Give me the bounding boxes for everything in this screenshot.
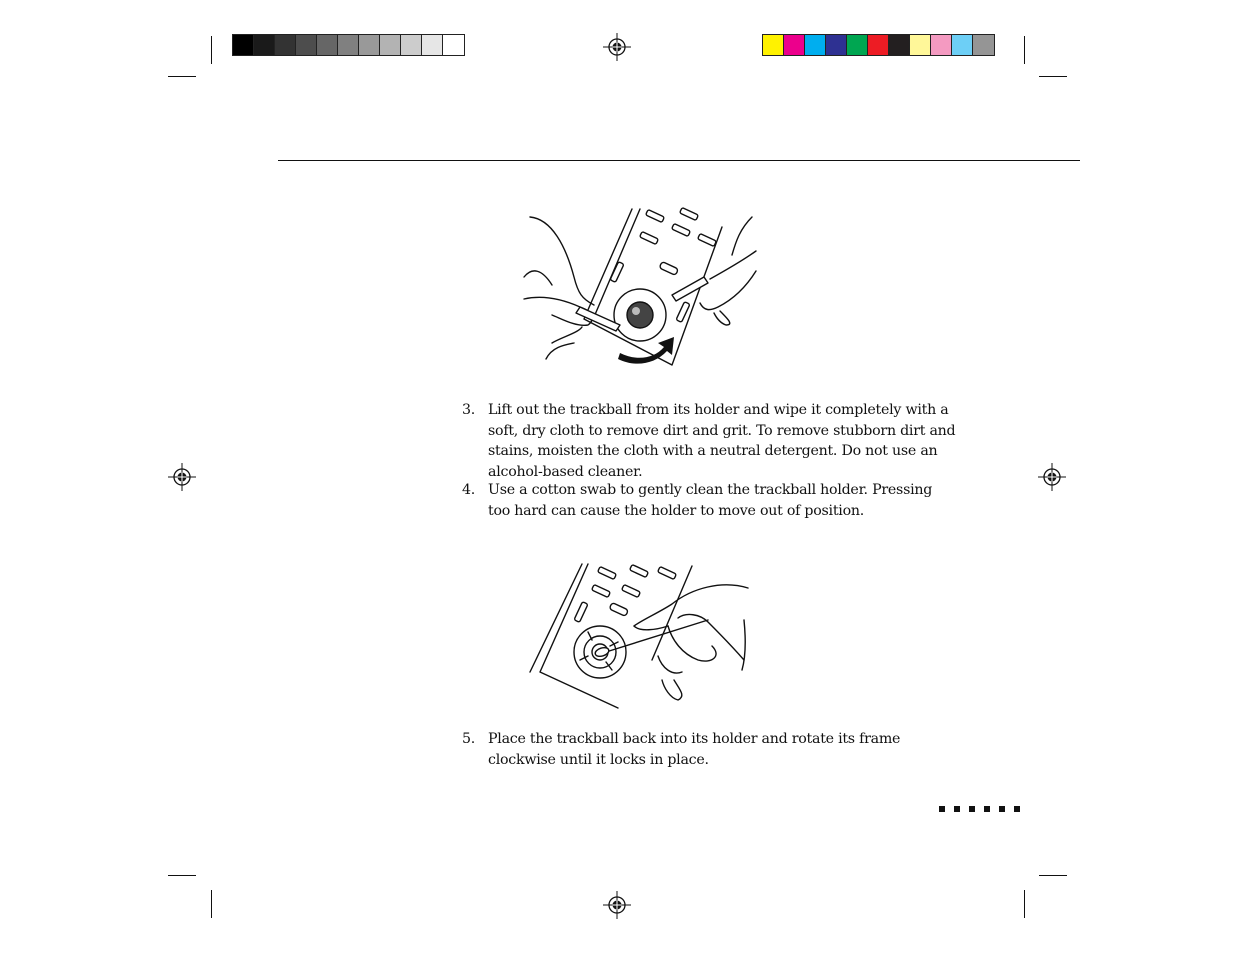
step-number: 4. bbox=[462, 482, 476, 498]
color-swatch bbox=[422, 35, 443, 55]
color-swatch bbox=[931, 35, 952, 55]
color-swatch bbox=[443, 35, 464, 55]
crop-mark bbox=[211, 36, 212, 64]
crop-mark bbox=[168, 875, 196, 876]
footer-dot bbox=[969, 806, 975, 812]
grayscale-color-bar bbox=[232, 34, 465, 56]
registration-mark-icon bbox=[603, 33, 631, 61]
color-swatch bbox=[233, 35, 254, 55]
footer-dot bbox=[1014, 806, 1020, 812]
step-number: 5. bbox=[462, 731, 476, 747]
color-swatch bbox=[401, 35, 422, 55]
step-number: 3. bbox=[462, 402, 476, 418]
crop-mark bbox=[211, 890, 212, 918]
color-swatch bbox=[847, 35, 868, 55]
color-swatch bbox=[359, 35, 380, 55]
step-text: Place the trackball back into its holder and rotate its frame clockwise until it locks in place. bbox=[488, 731, 901, 768]
color-swatch bbox=[317, 35, 338, 55]
color-swatch bbox=[338, 35, 359, 55]
footer-dot bbox=[984, 806, 990, 812]
color-swatch bbox=[952, 35, 973, 55]
registration-mark-icon bbox=[168, 463, 196, 491]
color-swatch bbox=[784, 35, 805, 55]
color-swatch bbox=[380, 35, 401, 55]
color-swatch bbox=[763, 35, 784, 55]
crop-mark bbox=[168, 76, 196, 77]
header-rule bbox=[278, 160, 1080, 161]
crop-mark bbox=[1039, 875, 1067, 876]
footer-dot-leader bbox=[939, 806, 1020, 812]
color-swatch bbox=[296, 35, 317, 55]
footer-dot bbox=[954, 806, 960, 812]
color-swatch bbox=[805, 35, 826, 55]
footer-dot bbox=[999, 806, 1005, 812]
footer-dot bbox=[939, 806, 945, 812]
color-swatch bbox=[910, 35, 931, 55]
process-color-bar bbox=[762, 34, 995, 56]
color-swatch bbox=[973, 35, 994, 55]
step-text: Lift out the trackball from its holder and wipe it completely with a soft, dry cloth to remove dirt and grit. To remove stubborn dirt and stains, moisten the cloth with a neutral detergent. Do not use an alcohol-based cleaner. bbox=[488, 402, 956, 480]
step-text: Use a cotton swab to gently clean the trackball holder. Pressing too hard can cause the holder to move out of position. bbox=[488, 482, 933, 519]
registration-mark-icon bbox=[603, 891, 631, 919]
color-swatch bbox=[826, 35, 847, 55]
trackball-removal-illustration bbox=[522, 207, 762, 367]
color-swatch bbox=[889, 35, 910, 55]
registration-mark-icon bbox=[1038, 463, 1066, 491]
color-swatch bbox=[868, 35, 889, 55]
cotton-swab-cleaning-illustration bbox=[522, 560, 752, 715]
crop-mark bbox=[1039, 76, 1067, 77]
color-swatch bbox=[275, 35, 296, 55]
crop-mark bbox=[1024, 890, 1025, 918]
crop-mark bbox=[1024, 36, 1025, 64]
color-swatch bbox=[254, 35, 275, 55]
